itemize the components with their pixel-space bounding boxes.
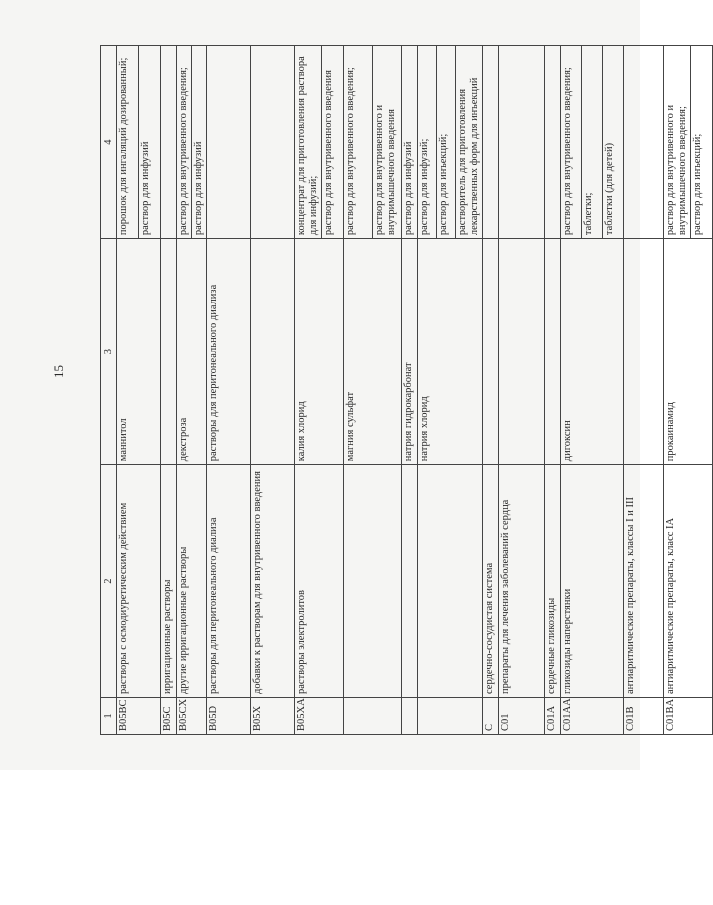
dosage-form-cell: раствор для внутривенного введения; xyxy=(344,46,373,239)
dosage-form-cell xyxy=(483,46,499,239)
drug-name-cell: калия хлорид xyxy=(295,239,344,465)
dosage-form-cell: раствор для инъекций; xyxy=(691,46,713,239)
atc-code-cell: B05BC xyxy=(117,697,161,734)
table-row xyxy=(402,46,418,735)
table-row xyxy=(624,46,664,735)
col-header-2: 2 xyxy=(101,465,117,698)
atc-group-cell xyxy=(402,465,418,698)
dosage-form-cell: раствор для внутривенного введения; xyxy=(177,46,192,239)
atc-code-cell: B05C xyxy=(161,697,177,734)
atc-group-cell: антиаритмические препараты, класс IA xyxy=(664,465,713,698)
drug-name-cell xyxy=(251,239,295,465)
drug-name-cell: маннитол xyxy=(117,239,161,465)
table-row xyxy=(499,46,545,735)
atc-group-cell: растворы для перитонеального диализа xyxy=(207,465,251,698)
atc-code-cell: B05D xyxy=(207,697,251,734)
dosage-form-cell: растворитель для приготовления лекарственных форм для инъекций xyxy=(456,46,483,239)
atc-group-cell: другие ирригационные растворы xyxy=(177,465,207,698)
drug-name-cell: растворы для перитонеального диализа xyxy=(207,239,251,465)
dosage-form-cell: раствор для внутривенного и внутримышечного введения xyxy=(373,46,402,239)
dosage-form-cell xyxy=(207,46,251,239)
drug-name-cell xyxy=(545,239,561,465)
atc-group-cell: антиаритмические препараты, классы I и III xyxy=(624,465,664,698)
atc-group-cell: препараты для лечения заболеваний сердца xyxy=(499,465,545,698)
dosage-form-cell: раствор для инфузий xyxy=(402,46,418,239)
medicines-table xyxy=(100,45,713,735)
table-row xyxy=(251,46,295,735)
dosage-form-cell xyxy=(545,46,561,239)
dosage-form-cell: раствор для инфузий; xyxy=(418,46,437,239)
atc-code-cell: B05CX xyxy=(177,697,207,734)
drug-name-cell xyxy=(624,239,664,465)
drug-name-cell: натрия гидрокарбонат xyxy=(402,239,418,465)
dosage-form-cell: раствор для внутривенного введения xyxy=(322,46,344,239)
table-body xyxy=(101,46,713,735)
table-row xyxy=(117,46,139,735)
drug-name-cell: декстроза xyxy=(177,239,207,465)
drug-name-cell xyxy=(161,239,177,465)
dosage-form-cell: раствор для внутривенного введения; xyxy=(561,46,582,239)
atc-group-cell xyxy=(344,465,402,698)
table-row xyxy=(561,46,582,735)
dosage-form-cell: таблетки; xyxy=(582,46,603,239)
atc-code-cell: C xyxy=(483,697,499,734)
table-row xyxy=(545,46,561,735)
dosage-form-cell: концентрат для приготовления раствора для инфузий; xyxy=(295,46,322,239)
atc-group-cell xyxy=(418,465,483,698)
page-number: 15 xyxy=(51,365,66,378)
table-row xyxy=(161,46,177,735)
atc-code-cell: B05XA xyxy=(295,697,344,734)
table-row xyxy=(483,46,499,735)
atc-code-cell: C01A xyxy=(545,697,561,734)
atc-code-cell: C01BA xyxy=(664,697,713,734)
table-row xyxy=(418,46,437,735)
table-rotated-container xyxy=(100,45,703,735)
table-row xyxy=(295,46,322,735)
drug-name-cell xyxy=(499,239,545,465)
dosage-form-cell xyxy=(499,46,545,239)
table-row xyxy=(344,46,373,735)
table-row xyxy=(177,46,192,735)
drug-name-cell: прокаинамид xyxy=(664,239,713,465)
atc-code-cell: B05X xyxy=(251,697,295,734)
atc-group-cell: ирригационные растворы xyxy=(161,465,177,698)
atc-group-cell: гликозиды наперстянки xyxy=(561,465,624,698)
col-header-3: 3 xyxy=(101,239,117,465)
dosage-form-cell xyxy=(251,46,295,239)
dosage-form-cell xyxy=(624,46,664,239)
dosage-form-cell: раствор для инфузий xyxy=(139,46,161,239)
atc-code-cell: C01 xyxy=(499,697,545,734)
table-row xyxy=(664,46,691,735)
atc-group-cell: добавки к растворам для внутривенного введения xyxy=(251,465,295,698)
atc-group-cell: сердечные гликозиды xyxy=(545,465,561,698)
dosage-form-cell: раствор для инъекций; xyxy=(437,46,456,239)
drug-name-cell xyxy=(483,239,499,465)
header-row xyxy=(101,46,117,735)
drug-name-cell: дигоксин xyxy=(561,239,624,465)
table-row xyxy=(207,46,251,735)
col-header-1: 1 xyxy=(101,697,117,734)
dosage-form-cell xyxy=(161,46,177,239)
atc-group-cell: растворы электролитов xyxy=(295,465,344,698)
atc-code-cell xyxy=(344,697,402,734)
atc-code-cell xyxy=(418,697,483,734)
drug-name-cell: магния сульфат xyxy=(344,239,402,465)
atc-group-cell: сердечно-сосудистая система xyxy=(483,465,499,698)
atc-code-cell: C01B xyxy=(624,697,664,734)
dosage-form-cell: порошок для ингаляций дозированный; xyxy=(117,46,139,239)
drug-name-cell: натрия хлорид xyxy=(418,239,483,465)
dosage-form-cell: раствор для внутривенного и внутримышечного введения; xyxy=(664,46,691,239)
atc-group-cell: растворы с осмодиуретическим действием xyxy=(117,465,161,698)
atc-code-cell xyxy=(402,697,418,734)
dosage-form-cell: раствор для инфузий xyxy=(192,46,207,239)
atc-code-cell: C01AA xyxy=(561,697,624,734)
dosage-form-cell: таблетки (для детей) xyxy=(603,46,624,239)
col-header-4: 4 xyxy=(101,46,117,239)
